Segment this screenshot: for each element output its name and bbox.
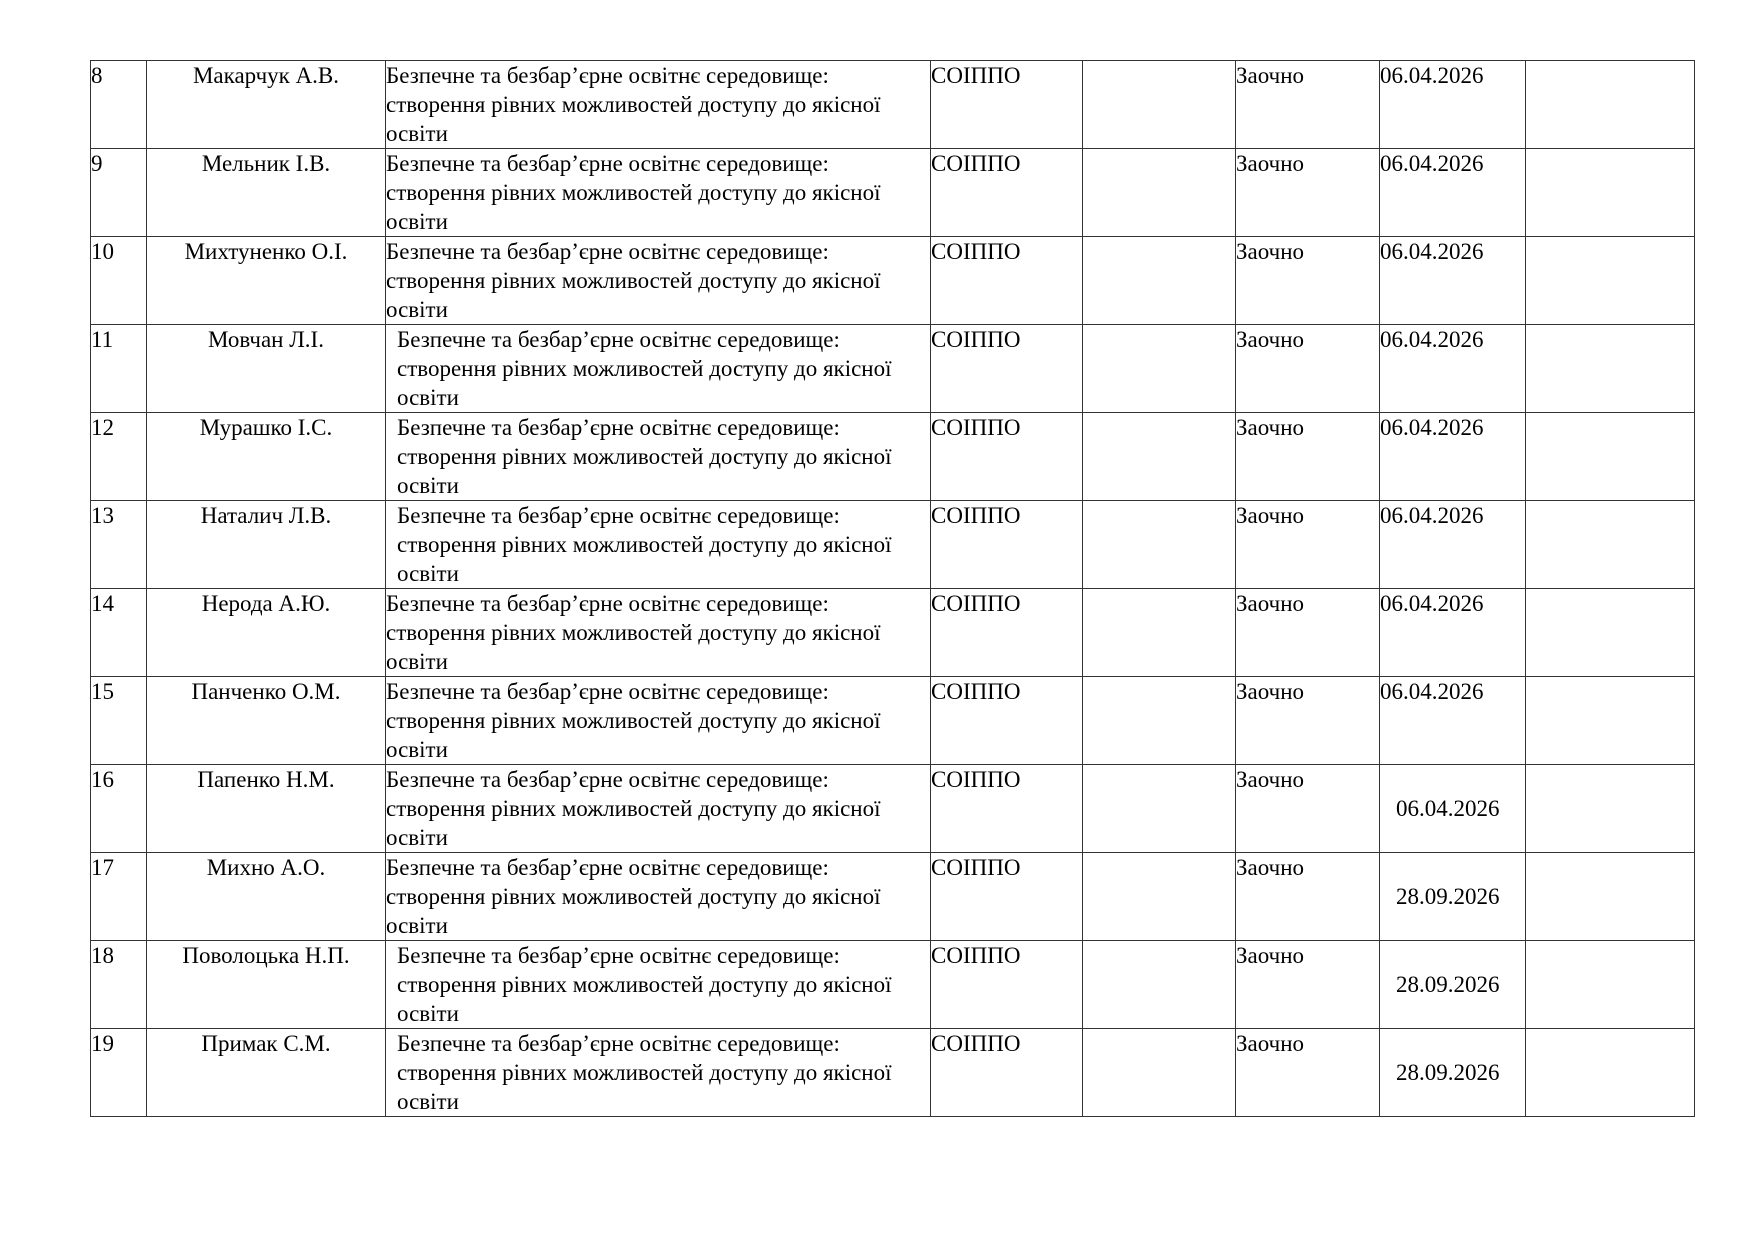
teacher-name: Наталич Л.В.	[147, 501, 386, 589]
table-row	[91, 501, 1695, 589]
study-form: Заочно	[1236, 237, 1380, 325]
organization: СОІППО	[931, 853, 1083, 941]
teacher-name: Михтуненко О.І.	[147, 237, 386, 325]
table-row	[91, 325, 1695, 413]
course-date: 06.04.2026	[1380, 677, 1526, 765]
row-number: 14	[91, 589, 147, 677]
teacher-name: Михно А.О.	[147, 853, 386, 941]
row-number: 15	[91, 677, 147, 765]
training-schedule-table	[90, 60, 1695, 1117]
row-number: 17	[91, 853, 147, 941]
study-form: Заочно	[1236, 61, 1380, 149]
empty-cell	[1526, 413, 1695, 501]
course-title: Безпечне та безбар’єрне освітнє середовище: створення рівних можливостей доступу до якісної освіти	[386, 589, 931, 677]
course-date: 06.04.2026	[1380, 589, 1526, 677]
table-row	[91, 941, 1695, 1029]
table-row	[91, 677, 1695, 765]
course-date: 06.04.2026	[1380, 501, 1526, 589]
row-number: 19	[91, 1029, 147, 1117]
row-number: 13	[91, 501, 147, 589]
course-title: Безпечне та безбар’єрне освітнє середовище: створення рівних можливостей доступу до якісної освіти	[386, 1029, 931, 1117]
organization: СОІППО	[931, 61, 1083, 149]
empty-cell	[1083, 61, 1236, 149]
organization: СОІППО	[931, 941, 1083, 1029]
teacher-name: Панченко О.М.	[147, 677, 386, 765]
row-number: 12	[91, 413, 147, 501]
course-title: Безпечне та безбар’єрне освітнє середовище: створення рівних можливостей доступу до якісної освіти	[386, 853, 931, 941]
organization: СОІППО	[931, 501, 1083, 589]
teacher-name: Примак С.М.	[147, 1029, 386, 1117]
empty-cell	[1526, 237, 1695, 325]
organization: СОІППО	[931, 677, 1083, 765]
organization: СОІППО	[931, 589, 1083, 677]
teacher-name: Макарчук А.В.	[147, 61, 386, 149]
table-row	[91, 1029, 1695, 1117]
course-date: 06.04.2026	[1380, 61, 1526, 149]
course-title: Безпечне та безбар’єрне освітнє середовище: створення рівних можливостей доступу до якісної освіти	[386, 677, 931, 765]
row-number: 10	[91, 237, 147, 325]
organization: СОІППО	[931, 1029, 1083, 1117]
empty-cell	[1526, 61, 1695, 149]
organization: СОІППО	[931, 325, 1083, 413]
empty-cell	[1083, 1029, 1236, 1117]
course-date: 28.09.2026	[1380, 1029, 1526, 1117]
empty-cell	[1526, 1029, 1695, 1117]
empty-cell	[1083, 149, 1236, 237]
empty-cell	[1526, 853, 1695, 941]
course-title: Безпечне та безбар’єрне освітнє середовище: створення рівних можливостей доступу до якісної освіти	[386, 941, 931, 1029]
course-date: 06.04.2026	[1380, 149, 1526, 237]
study-form: Заочно	[1236, 677, 1380, 765]
empty-cell	[1083, 237, 1236, 325]
course-title: Безпечне та безбар’єрне освітнє середовище: створення рівних можливостей доступу до якісної освіти	[386, 237, 931, 325]
course-date: 06.04.2026	[1380, 325, 1526, 413]
empty-cell	[1526, 149, 1695, 237]
empty-cell	[1526, 941, 1695, 1029]
course-title: Безпечне та безбар’єрне освітнє середовище: створення рівних можливостей доступу до якісної освіти	[386, 501, 931, 589]
study-form: Заочно	[1236, 941, 1380, 1029]
teacher-name: Поволоцька Н.П.	[147, 941, 386, 1029]
course-date: 28.09.2026	[1380, 941, 1526, 1029]
empty-cell	[1083, 589, 1236, 677]
organization: СОІППО	[931, 765, 1083, 853]
organization: СОІППО	[931, 149, 1083, 237]
row-number: 11	[91, 325, 147, 413]
table-row	[91, 237, 1695, 325]
study-form: Заочно	[1236, 149, 1380, 237]
table-row	[91, 149, 1695, 237]
teacher-name: Мельник І.В.	[147, 149, 386, 237]
organization: СОІППО	[931, 237, 1083, 325]
empty-cell	[1083, 501, 1236, 589]
teacher-name: Нерода А.Ю.	[147, 589, 386, 677]
empty-cell	[1526, 765, 1695, 853]
teacher-name: Мурашко І.С.	[147, 413, 386, 501]
table-row	[91, 589, 1695, 677]
empty-cell	[1526, 325, 1695, 413]
course-date: 06.04.2026	[1380, 413, 1526, 501]
course-title: Безпечне та безбар’єрне освітнє середовище: створення рівних можливостей доступу до якісної освіти	[386, 765, 931, 853]
empty-cell	[1083, 325, 1236, 413]
course-title: Безпечне та безбар’єрне освітнє середовище: створення рівних можливостей доступу до якісної освіти	[386, 325, 931, 413]
course-title: Безпечне та безбар’єрне освітнє середовище: створення рівних можливостей доступу до якісної освіти	[386, 149, 931, 237]
row-number: 16	[91, 765, 147, 853]
empty-cell	[1526, 501, 1695, 589]
study-form: Заочно	[1236, 765, 1380, 853]
empty-cell	[1526, 589, 1695, 677]
course-title: Безпечне та безбар’єрне освітнє середовище: створення рівних можливостей доступу до якісної освіти	[386, 413, 931, 501]
row-number: 9	[91, 149, 147, 237]
teacher-name: Папенко Н.М.	[147, 765, 386, 853]
study-form: Заочно	[1236, 325, 1380, 413]
study-form: Заочно	[1236, 853, 1380, 941]
empty-cell	[1083, 413, 1236, 501]
course-date: 28.09.2026	[1380, 853, 1526, 941]
empty-cell	[1526, 677, 1695, 765]
empty-cell	[1083, 677, 1236, 765]
study-form: Заочно	[1236, 413, 1380, 501]
table-row	[91, 413, 1695, 501]
organization: СОІППО	[931, 413, 1083, 501]
table-row	[91, 61, 1695, 149]
row-number: 18	[91, 941, 147, 1029]
empty-cell	[1083, 765, 1236, 853]
course-date: 06.04.2026	[1380, 765, 1526, 853]
teacher-name: Мовчан Л.І.	[147, 325, 386, 413]
empty-cell	[1083, 853, 1236, 941]
row-number: 8	[91, 61, 147, 149]
table-row	[91, 765, 1695, 853]
table-row	[91, 853, 1695, 941]
course-title: Безпечне та безбар’єрне освітнє середовище: створення рівних можливостей доступу до якісної освіти	[386, 61, 931, 149]
study-form: Заочно	[1236, 589, 1380, 677]
course-date: 06.04.2026	[1380, 237, 1526, 325]
study-form: Заочно	[1236, 501, 1380, 589]
empty-cell	[1083, 941, 1236, 1029]
study-form: Заочно	[1236, 1029, 1380, 1117]
